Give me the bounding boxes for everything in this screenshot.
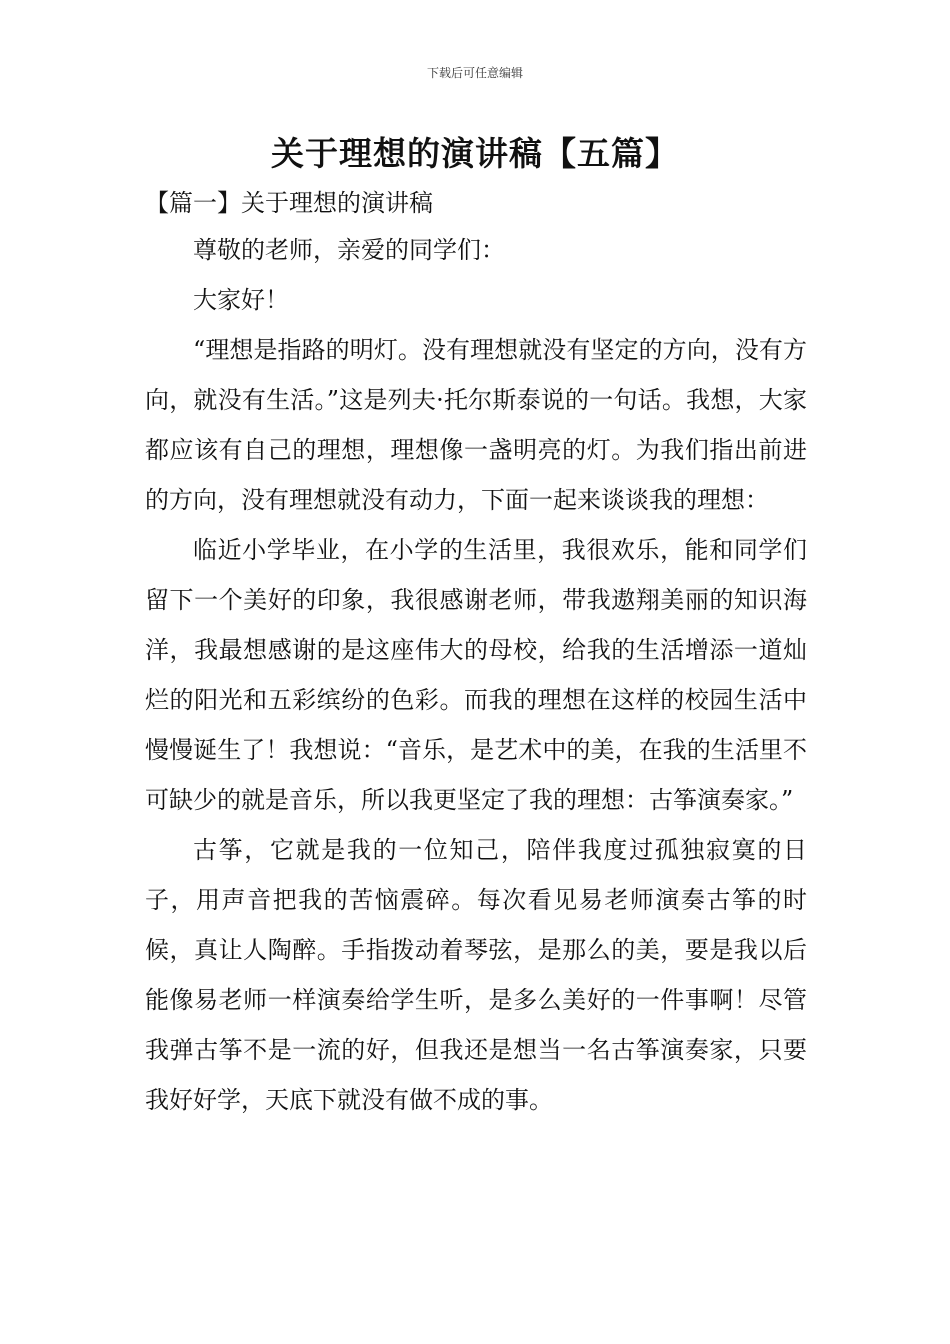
paragraph-quote: “理想是指路的明灯。没有理想就没有坚定的方向，没有方向，就没有生活。”这是列夫·托尔斯泰说的一句话。我想，大家都应该有自己的理想，理想像一盏明亮的灯。为我们指出前进的方向，没有理想就没有动力，下面一起来谈谈我的理想： (145, 336, 807, 514)
paragraph-salutation: 尊敬的老师，亲爱的同学们： (193, 236, 505, 264)
page-header-note: 下载后可任意编辑 (426, 66, 523, 80)
paragraph-school-life: 临近小学毕业，在小学的生活里，我很欢乐，能和同学们留下一个美好的印象，我很感谢老师，带我遨翔美丽的知识海洋，我最想感谢的是这座伟大的母校，给我的生活增添一道灿烂的阳光和五彩缤纷的色彩。而我的理想在这样的校园生活中慢慢诞生了！我想说：“音乐，是艺术中的美，在我的生活里不可缺少的就是音乐，所以我更坚定了我的理想：古筝演奏家。” (145, 536, 807, 814)
document-body (145, 225, 807, 1125)
section-heading: 【篇一】关于理想的演讲稿 (145, 189, 433, 217)
document-title: 关于理想的演讲稿【五篇】 (271, 134, 679, 173)
paragraph-greeting: 大家好！ (193, 286, 289, 314)
paragraph-guzheng: 古筝，它就是我的一位知己，陪伴我度过孤独寂寞的日子，用声音把我的苦恼震碎。每次看见易老师演奏古筝的时候，真让人陶醉。手指拨动着琴弦，是那么的美，要是我以后能像易老师一样演奏给学生听，是多么美好的一件事啊！尽管我弹古筝不是一流的好，但我还是想当一名古筝演奏家，只要我好好学，天底下就没有做不成的事。 (145, 836, 807, 1114)
